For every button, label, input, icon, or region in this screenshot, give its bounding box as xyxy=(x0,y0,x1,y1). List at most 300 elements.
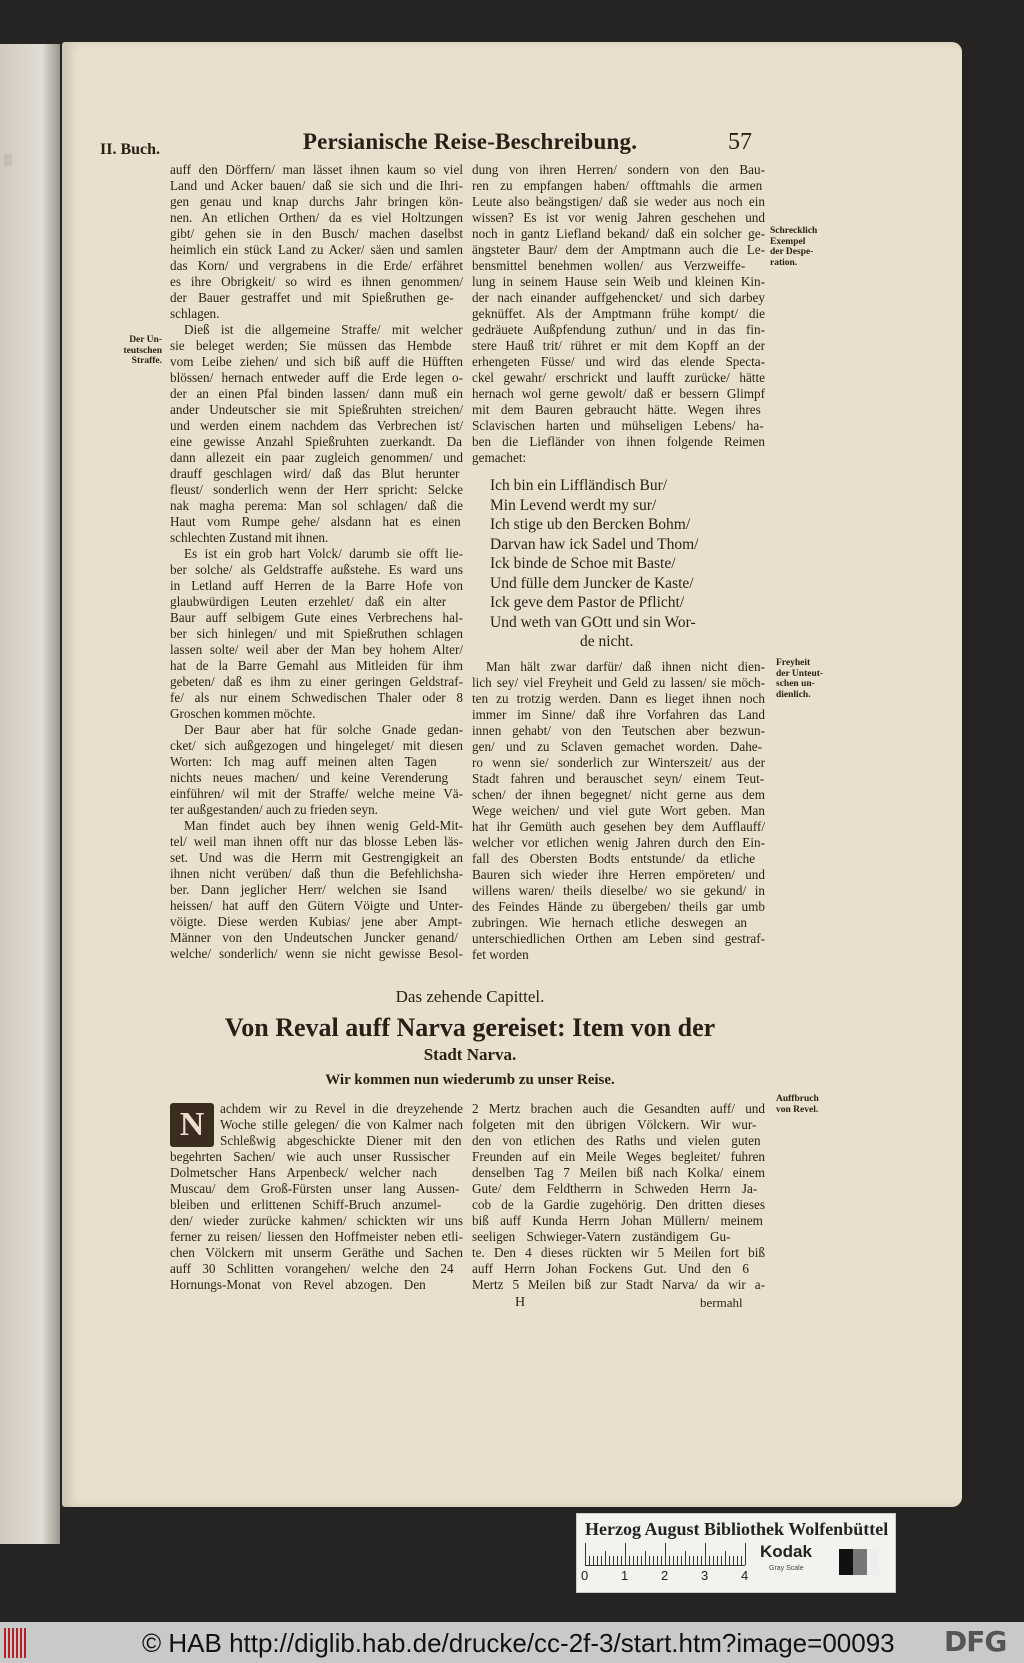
text-line xyxy=(472,819,765,835)
line-text: fall des Obersten Bodts entstunde/ da etliche xyxy=(472,851,756,866)
ruler-tick xyxy=(701,1556,702,1565)
margin-note-line: ration. xyxy=(770,257,798,268)
text-line xyxy=(472,1245,765,1261)
line-text: blössen/ hernach entweder auff die Erde legen o- xyxy=(170,370,463,385)
line-text: sie beleget werden; Sie müssen das Hembde xyxy=(170,338,452,353)
right-column-text xyxy=(472,162,765,466)
line-text: ander Undeutscher sie mit Spießruhten streichen/ xyxy=(170,402,463,417)
ruler-tick xyxy=(681,1556,682,1565)
text-line xyxy=(472,194,765,210)
ruler-tick xyxy=(693,1556,694,1565)
margin-note-line: Schrecklich xyxy=(770,226,818,236)
ruler-tick xyxy=(641,1556,642,1565)
ruler-tick xyxy=(705,1543,706,1565)
line-text: Es ist ein grob hart Volck/ darumb sie offt lie- xyxy=(184,546,463,561)
poem-line: Und fülle dem Juncker de Kaste/ xyxy=(490,574,694,592)
text-line xyxy=(170,1165,463,1181)
text-line xyxy=(170,530,463,546)
ruler-tick xyxy=(653,1556,654,1565)
text-line xyxy=(472,178,765,194)
line-text: lung in seinem Hause sein Weib und kleinen Kin- xyxy=(472,274,765,289)
poem-line: Ich bin ein Liffländisch Bur/ xyxy=(490,477,668,494)
ruler-tick xyxy=(717,1556,718,1565)
ruler-tick xyxy=(733,1556,734,1565)
ruler-tick xyxy=(625,1543,626,1565)
margin-note-departure xyxy=(776,1094,819,1115)
line-text: in Letland auff Herren de la Barre Hofe von xyxy=(170,578,463,593)
line-text: eine gewisse Anzahl Spießruhten zuerkandt. Da xyxy=(170,434,462,449)
line-text: den/ wieder zurücke kahmen/ schickten wir uns xyxy=(170,1213,463,1228)
text-line xyxy=(472,739,765,755)
line-text: zubringen. Wie hernach etliche deswegen an xyxy=(472,915,748,930)
right-column-text-2 xyxy=(472,659,765,963)
text-line xyxy=(220,1117,463,1133)
library-name: Herzog August Bibliothek Wolfenbüttel xyxy=(585,1519,889,1539)
citation-url[interactable]: © HAB http://diglib.hab.de/drucke/cc-2f-3/start.htm?image=00093 xyxy=(142,1628,895,1658)
line-text: Freunden auf ein Meile Weges begleitet/ fuhren xyxy=(472,1149,765,1164)
text-line xyxy=(472,162,765,178)
line-text: bensmittel benehmen wollen/ aus Verzweiffe- xyxy=(472,258,746,273)
line-text: Baur auff selbigem Gute eines Verbrechens hal- xyxy=(170,610,463,625)
text-line xyxy=(170,930,463,946)
ruler-tick xyxy=(617,1556,618,1565)
text-line xyxy=(170,1213,463,1229)
line-text: drauff geschlagen wird/ daß das Blut herunter xyxy=(170,466,460,481)
text-line xyxy=(472,867,765,883)
text-line xyxy=(184,722,463,738)
line-text: Dolmetscher Hans Arpenbeck/ welcher nach xyxy=(170,1165,438,1180)
line-text: nak magha perema: Man sol schlagen/ daß die xyxy=(170,498,463,513)
text-line xyxy=(472,787,765,803)
line-text: Dieß ist die allgemeine Straffe/ mit welcher xyxy=(184,322,463,337)
text-line xyxy=(170,866,463,882)
text-line xyxy=(472,691,765,707)
ruler-tick xyxy=(589,1556,590,1565)
line-text: cob de la Gardie zugehörig. Den dritten dieses xyxy=(472,1197,765,1212)
text-line xyxy=(170,498,463,514)
margin-note-line: schen un- xyxy=(776,679,815,689)
line-text: Stadt fahren und berauschet seyn/ einem Teut- xyxy=(472,771,765,786)
text-line xyxy=(472,947,765,963)
line-text: ten zu trotzig werden. Dann es lieget ihnen noch xyxy=(472,691,765,706)
line-text: immer im Sinne/ daß ihre Vorfahren das Land xyxy=(472,707,765,722)
text-line xyxy=(472,402,765,418)
line-text: folgeten mit den übrigen Völckern. Wir wur- xyxy=(472,1117,757,1132)
line-text: wissen? Es ist vor wenig Jahren geschehen und xyxy=(472,210,765,225)
line-text: glaubwürdigen Leuten erzehlet/ daß ein alter xyxy=(170,594,447,609)
text-line xyxy=(170,354,463,370)
line-text: dung von ihren Herren/ sondern von den Bau- xyxy=(472,162,765,177)
line-text: biß auff Kunda Herrn Johan Müllern/ meinem xyxy=(472,1213,763,1228)
running-head-title: Persianische Reise-Beschreibung. xyxy=(302,129,638,154)
text-line xyxy=(472,1277,765,1293)
line-text: geknüffet. Als der Amptmann frühe kompt/ die xyxy=(472,306,765,321)
text-line xyxy=(170,514,463,530)
ruler-tick xyxy=(725,1551,726,1565)
bleed-through-mark: ▒ xyxy=(4,154,12,166)
text-line xyxy=(170,738,463,754)
line-text: schen/ der ihnen begegnet/ nicht gerne aus dem xyxy=(472,787,765,802)
line-text: Man findet auch bey ihnen wenig Geld-Mit- xyxy=(184,818,463,833)
line-text: denselben Tag 7 Meilen biß nach Kolka/ einem xyxy=(472,1165,765,1180)
text-line xyxy=(220,1101,463,1117)
line-text: unterschiedlichen Orthen am Leben sind gestraf- xyxy=(472,931,765,946)
margin-note-line: von Revel. xyxy=(776,1104,819,1115)
chapter-title-line2: Stadt Narva. xyxy=(423,1045,517,1064)
text-line xyxy=(472,370,765,386)
text-line xyxy=(472,899,765,915)
line-text: lich sey/ viel Freyheit und Geld zu lassen/ sie möch- xyxy=(472,675,765,690)
text-line xyxy=(170,786,463,802)
text-line xyxy=(170,706,463,722)
line-text: ber sich hinlegen/ und mit Spießruthen schlagen xyxy=(170,626,463,641)
line-text: ängsteter Baur/ dem der Amptmann auch die Le- xyxy=(472,242,765,257)
line-text: nichts neues machen/ und keine Verenderung xyxy=(170,770,449,785)
line-text: Gute/ dem Feldtherrn in Schweden Herrn Ja- xyxy=(472,1181,758,1196)
chapter-title: Von Reval auff Narva gereiset: Item von der xyxy=(224,1013,716,1042)
text-line xyxy=(170,850,463,866)
text-line xyxy=(170,674,463,690)
text-line xyxy=(170,770,463,786)
text-line xyxy=(170,450,463,466)
text-line xyxy=(472,290,765,306)
line-text: willens waren/ theils dieselbe/ wo sie gekund/ in xyxy=(472,883,765,898)
ruler-tick xyxy=(673,1556,674,1565)
text-line xyxy=(472,1261,765,1277)
text-line xyxy=(170,402,463,418)
line-text: mit dem Bauren gebraucht hätte. Wegen ihres xyxy=(472,402,761,417)
text-line xyxy=(472,755,765,771)
text-line xyxy=(472,1181,765,1197)
margin-note-punishment xyxy=(100,335,162,367)
text-line xyxy=(472,354,765,370)
text-line xyxy=(472,931,765,947)
text-line xyxy=(170,1277,463,1293)
ruler-label: 2 xyxy=(661,1568,669,1583)
line-text: Hornungs-Monat von Revel abzogen. Den xyxy=(170,1277,426,1292)
line-text: auff Herrn Johan Fockens Gut. Und den 6 xyxy=(472,1261,749,1276)
ruler-label: 4 xyxy=(741,1568,749,1583)
line-text: Wege weichen/ und viel gute Wort geben. Man xyxy=(472,803,765,818)
text-line xyxy=(170,594,463,610)
chapter-subtitle: Wir kommen nun wiederumb zu unser Reise. xyxy=(325,1072,615,1088)
dfg-logo: DFG xyxy=(944,1625,1007,1658)
ruler-label: 1 xyxy=(621,1568,629,1583)
line-text: Groschen kommen möchte. xyxy=(170,706,316,721)
poem-line: Ick geve dem Pastor de Pflicht/ xyxy=(490,594,685,611)
line-text: vöigte. Diese werden Kubias/ jene aber Ampt- xyxy=(170,914,463,929)
line-text: gen/ und zu Sclaven gemachet worden. Dahe- xyxy=(472,739,763,754)
poem-line: de nicht. xyxy=(580,633,634,650)
line-text: welcher vor etlichen wenig Jahren durch den Ein- xyxy=(472,835,765,850)
line-text: Leute also beängstigen/ daß sie weder aus noch ein xyxy=(472,194,765,209)
line-text: Worten: Ich mag auff meinen alten Tagen xyxy=(170,754,437,769)
text-line xyxy=(486,659,765,675)
ruler-tick xyxy=(649,1556,650,1565)
ruler-tick xyxy=(637,1556,638,1565)
text-line xyxy=(472,1133,765,1149)
text-line xyxy=(472,322,765,338)
line-text: fet worden xyxy=(472,947,529,962)
text-line xyxy=(170,178,463,194)
text-line xyxy=(170,338,463,354)
line-text: Der Baur aber hat für solche Gnade gedan- xyxy=(184,722,463,737)
line-text: gemachet: xyxy=(472,450,527,465)
text-line xyxy=(472,1229,765,1245)
text-line xyxy=(170,626,463,642)
poem-line: Ick binde de Schoe mit Baste/ xyxy=(490,555,676,572)
text-line xyxy=(170,386,463,402)
text-line xyxy=(170,306,463,322)
ruler-tick xyxy=(689,1556,690,1565)
line-text: Mertz 5 Meilen biß zur Stadt Narva/ da wir a- xyxy=(472,1277,765,1292)
text-line xyxy=(472,1197,765,1213)
poem xyxy=(490,476,699,652)
line-text: ckel gewahr/ erschrickt und laufft zurücke/ hätte xyxy=(472,370,765,385)
ruler-tick xyxy=(645,1551,646,1565)
text-line xyxy=(170,802,463,818)
line-text: gedräuete Außpfendung zuthun/ und in das fin- xyxy=(472,322,765,337)
margin-note-line: Exempel xyxy=(770,236,806,247)
line-text: hernach wol gerne gewolt/ daß er bessern Glimpf xyxy=(472,386,765,401)
line-text: Schleßwig abgeschickte Diener mit den xyxy=(220,1133,462,1148)
ruler-tick xyxy=(737,1556,738,1565)
ruler-tick xyxy=(665,1543,666,1565)
text-line xyxy=(472,306,765,322)
text-line xyxy=(170,258,463,274)
line-text: einführen/ wil mit der Straffe/ welche meine Vä- xyxy=(170,786,463,801)
margin-note-desperation xyxy=(770,226,817,268)
ruler-tick xyxy=(657,1556,658,1565)
line-text: ter außgestanden/ auch zu frieden seyn. xyxy=(170,802,378,817)
color-calibration-card xyxy=(576,1513,896,1593)
ruler-tick xyxy=(613,1556,614,1565)
margin-note-line: der Despe- xyxy=(770,247,814,257)
text-line xyxy=(472,851,765,867)
line-text: hat ihr Gemüth auch gesehen bey dem Aufflauff/ xyxy=(472,819,765,834)
ruler-tick xyxy=(621,1556,622,1565)
ruler-tick xyxy=(709,1556,710,1565)
text-line xyxy=(170,658,463,674)
text-line xyxy=(170,1245,463,1261)
text-line xyxy=(184,818,463,834)
ruler-label: 0 xyxy=(581,1568,589,1583)
text-line xyxy=(472,675,765,691)
text-line xyxy=(472,1165,765,1181)
text-line xyxy=(472,226,765,242)
text-line xyxy=(170,418,463,434)
line-text: das Korn/ und vergrabens in die Erde/ erfähret xyxy=(170,258,463,273)
line-text: begehrten Sachen/ wie auch unser Russischer xyxy=(170,1149,450,1164)
line-text: es ihre Obrigkeit/ so wird es ihnen genommen/ xyxy=(170,274,463,289)
text-line xyxy=(220,1133,463,1149)
ruler-tick xyxy=(609,1556,610,1565)
margin-note-freedom xyxy=(776,658,823,700)
text-line xyxy=(472,1149,765,1165)
line-text: stere Hauß trit/ rühret er mit dem Kopff an der xyxy=(472,338,765,353)
ruler-tick xyxy=(585,1543,586,1565)
ruler-tick xyxy=(661,1556,662,1565)
text-line xyxy=(170,162,463,178)
line-text: gen genau und knap durchs Jahr bringen kön- xyxy=(170,194,463,209)
text-line xyxy=(472,771,765,787)
text-line xyxy=(170,242,463,258)
line-text: set. Und was die Herrn mit Gestrengigkeit an xyxy=(170,850,463,865)
line-text: auff 30 Schlitten vorangehen/ welche den 24 xyxy=(170,1261,454,1276)
ruler-tick xyxy=(593,1556,594,1565)
text-line xyxy=(184,322,463,338)
text-line xyxy=(472,915,765,931)
line-text: bleiben und erlittenen Schiff-Bruch anzumel- xyxy=(170,1197,442,1212)
text-line xyxy=(472,723,765,739)
left-column-text xyxy=(170,162,463,962)
line-text: Männer von den Undeutschen Juncker genand/ xyxy=(170,930,458,945)
margin-note-line: Der Un- xyxy=(129,335,162,345)
text-line xyxy=(170,1229,463,1245)
line-text: dann allezeit ein paar zugleich genommen/ und xyxy=(170,450,463,465)
line-text: und werden einem nachdem das Verbrechen ist/ xyxy=(170,418,463,433)
text-line xyxy=(170,274,463,290)
ruler-tick xyxy=(745,1543,746,1565)
line-text: ihnen nicht verüben/ daß thun die Befehlichsha- xyxy=(170,866,463,881)
line-text: tel/ weil man ihnen offt nur das blosse Leben läs- xyxy=(170,834,463,849)
text-line xyxy=(170,946,463,962)
line-text: schlagen. xyxy=(170,306,220,321)
hab-logo-icon xyxy=(4,1628,26,1658)
line-text: fleust/ sonderlich wenn der Herr spricht: Selcke xyxy=(170,482,463,497)
line-text: den von etlichen des Raths und vielen guten xyxy=(472,1133,761,1148)
line-text: erhengeten Füsse/ und wird das elende Specta- xyxy=(472,354,765,369)
ruler-tick xyxy=(729,1556,730,1565)
text-line xyxy=(472,338,765,354)
line-text: innen gehabt/ von den Teutschen aber bezwun- xyxy=(472,723,765,738)
ruler-tick xyxy=(721,1556,722,1565)
margin-note-line: dienlich. xyxy=(776,689,811,700)
ruler-tick xyxy=(597,1556,598,1565)
text-line xyxy=(472,450,765,466)
text-line xyxy=(184,546,463,562)
line-text: auff den Dörffern/ man lässet ihnen kaum so viel xyxy=(170,162,463,177)
line-text: chen Völckern mit unserm Geräthe und Sachen xyxy=(170,1245,463,1260)
ruler-label: 3 xyxy=(701,1568,709,1583)
ruler-tick xyxy=(685,1551,686,1565)
line-text: ben die Liefländer von ihnen folgende Reimen xyxy=(472,434,765,449)
chapter-right-column xyxy=(472,1101,765,1293)
text-line xyxy=(472,386,765,402)
line-text: Sclavischen harten und mühseligen Lebens/ ha- xyxy=(472,418,764,433)
line-text: lassen solte/ weil aber der Man bey hohem Alter/ xyxy=(170,642,463,657)
line-text: heimlich ein stück Land zu Acker/ säen und samlen xyxy=(170,242,463,257)
line-text: heissen/ hat auff den Gütern Vöigte und Unter- xyxy=(170,898,463,913)
poem-line: Min Levend werdt my sur/ xyxy=(490,496,657,514)
text-line xyxy=(170,834,463,850)
text-line xyxy=(170,562,463,578)
page-number: 57 xyxy=(728,129,752,155)
poem-line: Und weth van GOtt und sin Wor- xyxy=(490,613,696,631)
text-line xyxy=(170,882,463,898)
text-line xyxy=(472,1101,765,1117)
text-line xyxy=(472,883,765,899)
ruler-tick xyxy=(669,1556,670,1565)
line-text: gebeten/ daß es ihm zu einer geringen Geldstraf- xyxy=(170,674,463,689)
line-text: der nach einander auffgehencket/ und sich darbey xyxy=(472,290,765,305)
text-line xyxy=(472,242,765,258)
line-text: te. Den 4 dieses rückten wir 5 Meilen fort biß xyxy=(472,1245,765,1260)
line-text: gibt/ gehen sie in den Busch/ machen daselbst xyxy=(170,226,463,241)
ruler-tick xyxy=(633,1556,634,1565)
line-text: der an einen Pfal binden lassen/ dann muß ein xyxy=(170,386,463,401)
text-line xyxy=(170,434,463,450)
margin-note-line: Straffe. xyxy=(131,356,162,366)
signature-mark: H xyxy=(515,1295,526,1310)
text-line xyxy=(472,1213,765,1229)
line-text: Haut vom Rumpe gehe/ alsdann hat es einen xyxy=(170,514,461,529)
text-line xyxy=(170,210,463,226)
margin-note-line: teutschen xyxy=(123,345,162,356)
text-line xyxy=(472,803,765,819)
text-line xyxy=(472,210,765,226)
catchword: bermahl xyxy=(700,1295,743,1310)
text-line xyxy=(472,274,765,290)
line-text: seeligen Schwieger-Vatern zuständigem Gu- xyxy=(472,1229,731,1244)
text-line xyxy=(170,466,463,482)
text-line xyxy=(170,290,463,306)
line-text: schlechten Zustand mit ihnen. xyxy=(170,530,329,545)
ruler-tick xyxy=(677,1556,678,1565)
text-line xyxy=(170,1261,463,1277)
line-text: 2 Mertz brachen auch die Gesandten auff/ und xyxy=(472,1101,765,1116)
chapter-number: Das zehende Capittel. xyxy=(395,987,545,1006)
line-text: ber. Dann jeglicher Herr/ welchen sie Isand xyxy=(170,882,447,897)
line-text: nen. An etlichen Orthen/ da es viel Holtzungen xyxy=(170,210,463,225)
text-line xyxy=(170,1181,463,1197)
ruler-tick xyxy=(605,1551,606,1565)
text-line xyxy=(170,754,463,770)
line-text: Man hält zwar darfür/ daß ihnen nicht dien- xyxy=(486,659,765,674)
ruler-tick xyxy=(713,1556,714,1565)
text-line xyxy=(170,482,463,498)
margin-note-line: der Unteut- xyxy=(776,668,824,679)
margin-note-line: Freyheit xyxy=(776,658,811,668)
ruler-tick xyxy=(601,1556,602,1565)
text-line xyxy=(170,642,463,658)
text-line xyxy=(170,370,463,386)
text-line xyxy=(472,1117,765,1133)
text-line xyxy=(170,898,463,914)
running-head-book: II. Buch. xyxy=(100,141,161,158)
text-line xyxy=(472,835,765,851)
text-line xyxy=(472,707,765,723)
line-text: achdem wir zu Revel in die dreyzehende xyxy=(220,1101,463,1116)
ruler-tick xyxy=(629,1556,630,1565)
text-line xyxy=(170,578,463,594)
ruler-tick xyxy=(741,1556,742,1565)
poem-line: Darvan haw ick Sadel und Thom/ xyxy=(490,535,699,553)
line-text: der Bauer gestraffet und mit Spießruthen ge- xyxy=(170,290,454,305)
text-line xyxy=(170,690,463,706)
line-text: Bauren sich wieder ihre Herren empöreten/ und xyxy=(472,867,765,882)
line-text: noch in gantz Liefland bekand/ daß ein solcher ge- xyxy=(472,226,765,241)
gray-scale-swatch xyxy=(839,1549,879,1575)
text-line xyxy=(170,1197,463,1213)
text-line xyxy=(170,610,463,626)
line-text: hat de la Barre Gemahl aus Mitleiden für ihm xyxy=(170,658,463,673)
line-text: vom Leibe ziehen/ und sich biß auff die Hüfften xyxy=(170,354,463,369)
line-text: ro wenn sie/ sonderlich zur Winterszeit/ aus der xyxy=(472,755,765,770)
text-line xyxy=(170,194,463,210)
kodak-brand: Kodak xyxy=(760,1542,812,1561)
line-text: Muscau/ dem Groß-Fürsten unser lang Aussen- xyxy=(170,1181,460,1196)
